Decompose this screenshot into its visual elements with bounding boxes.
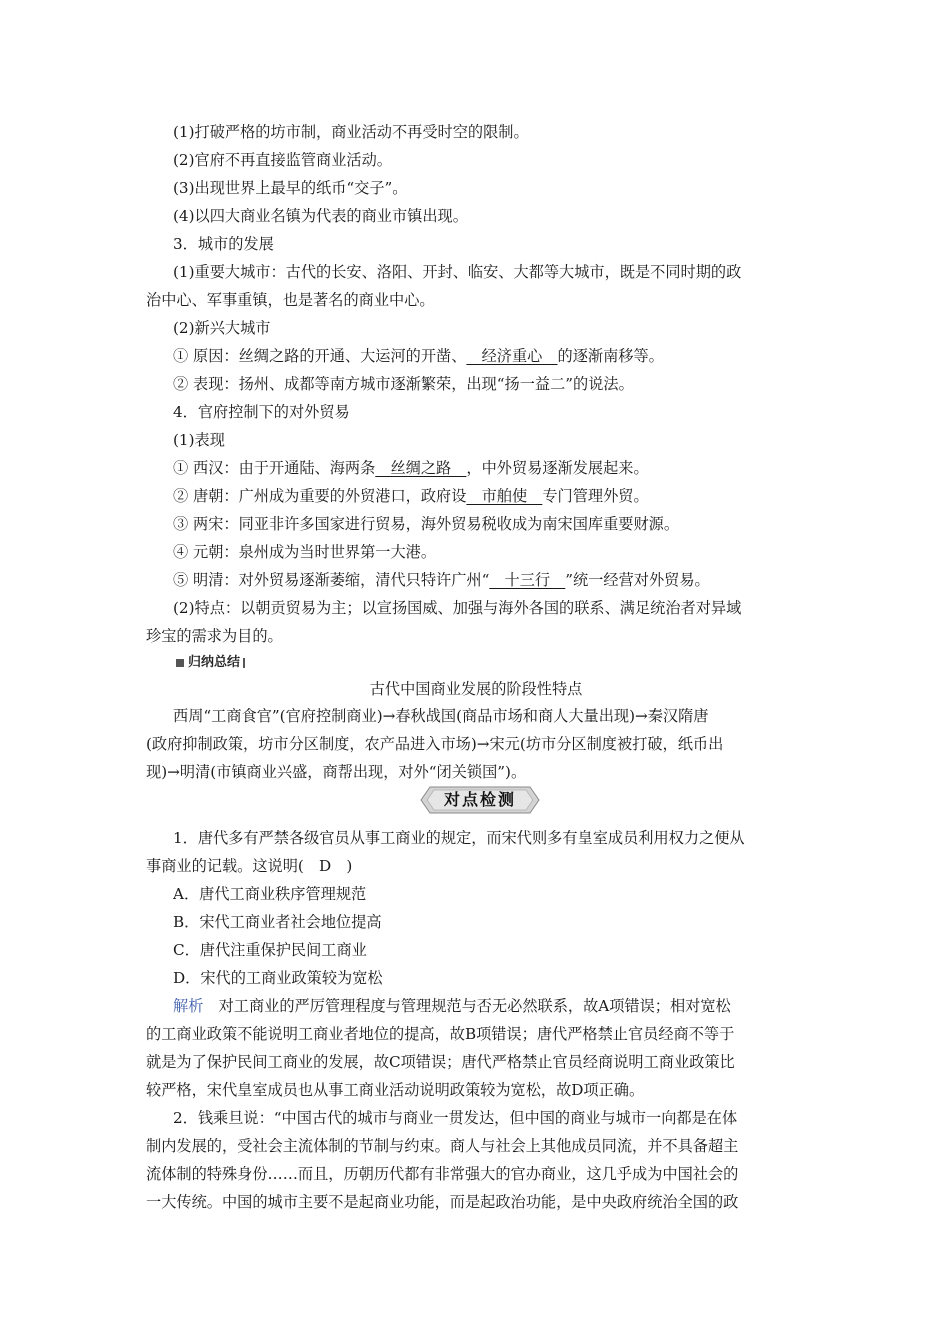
explanation-label: 解析 bbox=[173, 997, 204, 1015]
fill-blank-answer: 十三行 bbox=[489, 571, 566, 589]
text-segment: 的逐渐南移等。 bbox=[557, 347, 664, 365]
explanation-line: 的工商业政策不能说明工商业者地位的提高，故B项错误；唐代严格禁止官员经商不等于 bbox=[146, 1025, 735, 1043]
fill-blank-answer: 市舶使 bbox=[466, 487, 543, 505]
text-line-with-blank bbox=[173, 458, 806, 478]
text-segment: ，中外贸易逐渐发展起来。 bbox=[466, 459, 649, 477]
divider-bar-icon bbox=[243, 658, 245, 668]
text-segment: ② 唐朝：广州成为重要的外贸港口，政府设 bbox=[173, 487, 467, 505]
explanation-line bbox=[173, 996, 806, 1016]
text-segment: ”统一经营对外贸易。 bbox=[565, 571, 710, 589]
question-stem: 1．唐代多有严禁各级官员从事工商业的规定，而宋代则多有皇室成员利用权力之便从 bbox=[173, 829, 745, 847]
text-segment: ⑤ 明清：对外贸易逐渐萎缩，清代只特许广州“ bbox=[173, 571, 490, 589]
summary-text: (政府抑制政策，坊市分区制度，农产品进入市场)→宋元(坊市分区制度被打破，纸币出 bbox=[146, 735, 724, 753]
summary-tag-label: 归纳总结 bbox=[188, 655, 241, 670]
text-line: ② 表现：扬州、成都等南方城市逐渐繁荣，出现“扬一益二”的说法。 bbox=[173, 375, 634, 393]
text-line: (1)重要大城市：古代的长安、洛阳、开封、临安、大都等大城市，既是不同时期的政 bbox=[173, 263, 742, 281]
question-stem: 流体制的特殊身份……而且，历朝历代都有非常强大的官办商业，这几乎成为中国社会的 bbox=[146, 1165, 739, 1183]
text-line: (2)新兴大城市 bbox=[173, 319, 271, 337]
option-b: B．宋代工商业者社会地位提高 bbox=[173, 913, 382, 931]
summary-tag bbox=[176, 654, 245, 672]
option-a: A．唐代工商业秩序管理规范 bbox=[173, 885, 367, 903]
section-heading: 3．城市的发展 bbox=[173, 235, 274, 253]
fill-blank-answer: 丝绸之路 bbox=[375, 459, 467, 477]
text-line: (1)表现 bbox=[173, 431, 225, 449]
square-bullet-icon bbox=[176, 659, 184, 667]
question-stem: 制内发展的，受社会主流体制的节制与约束。商人与社会上其他成员同流，并不具备超主 bbox=[146, 1137, 739, 1155]
text-line: (4)以四大商业名镇为代表的商业市镇出现。 bbox=[173, 207, 468, 225]
question-stem: 事商业的记载。这说明( D ) bbox=[146, 857, 353, 875]
question-stem: 2．钱乘旦说：“中国古代的城市与商业一贯发达，但中国的商业与城市一向都是在体 bbox=[173, 1109, 738, 1127]
text-line: ③ 两宋：同亚非许多国家进行贸易，海外贸易税收成为南宋国库重要财源。 bbox=[173, 515, 680, 533]
summary-text: 现)→明清(市镇商业兴盛，商帮出现，对外“闭关锁国”)。 bbox=[146, 763, 527, 781]
explanation-text: 对工商业的严厉管理程度与管理规范与否无必然联系，故A项错误；相对宽松 bbox=[203, 997, 731, 1015]
summary-text: 西周“工商食官”(官府控制商业)→春秋战国(商品市场和商人大量出现)→秦汉隋唐 bbox=[173, 707, 709, 725]
text-line: ④ 元朝：泉州成为当时世界第一大港。 bbox=[173, 543, 437, 561]
text-segment: 专门管理外贸。 bbox=[542, 487, 649, 505]
explanation-line: 较严格，宋代皇室成员也从事工商业活动说明政策较为宽松，故D项正确。 bbox=[146, 1081, 645, 1099]
option-d: D．宋代的工商业政策较为宽松 bbox=[173, 969, 383, 987]
question-stem: 一大传统。中国的城市主要不是起商业功能，而是起政治功能，是中央政府统治全国的政 bbox=[146, 1193, 739, 1211]
text-segment: ① 西汉：由于开通陆、海两条 bbox=[173, 459, 376, 477]
text-line-with-blank bbox=[173, 486, 806, 506]
explanation-line: 就是为了保护民间工商业的发展，故C项错误；唐代严格禁止官员经商说明工商业政策比 bbox=[146, 1053, 735, 1071]
text-line-with-blank bbox=[173, 570, 806, 590]
text-line-with-blank bbox=[173, 346, 806, 366]
summary-title: 古代中国商业发展的阶段性特点 bbox=[369, 680, 583, 698]
text-segment: ① 原因：丝绸之路的开通、大运河的开凿、 bbox=[173, 347, 467, 365]
fill-blank-answer: 经济重心 bbox=[466, 347, 558, 365]
text-line: (2)特点：以朝贡贸易为主；以宣扬国威、加强与海外各国的联系、满足统治者对异域 bbox=[173, 599, 742, 617]
section-banner-label: 对点检测 bbox=[443, 790, 516, 809]
text-line: (2)官府不再直接监管商业活动。 bbox=[173, 151, 392, 169]
section-banner bbox=[420, 786, 540, 814]
text-line: 珍宝的需求为目的。 bbox=[146, 627, 283, 645]
text-line: (1)打破严格的坊市制，商业活动不再受时空的限制。 bbox=[173, 123, 529, 141]
option-c: C．唐代注重保护民间工商业 bbox=[173, 941, 367, 959]
text-line: (3)出现世界上最早的纸币“交子”。 bbox=[173, 179, 408, 197]
section-heading: 4．官府控制下的对外贸易 bbox=[173, 403, 350, 421]
text-line: 治中心、军事重镇，也是著名的商业中心。 bbox=[146, 291, 435, 309]
